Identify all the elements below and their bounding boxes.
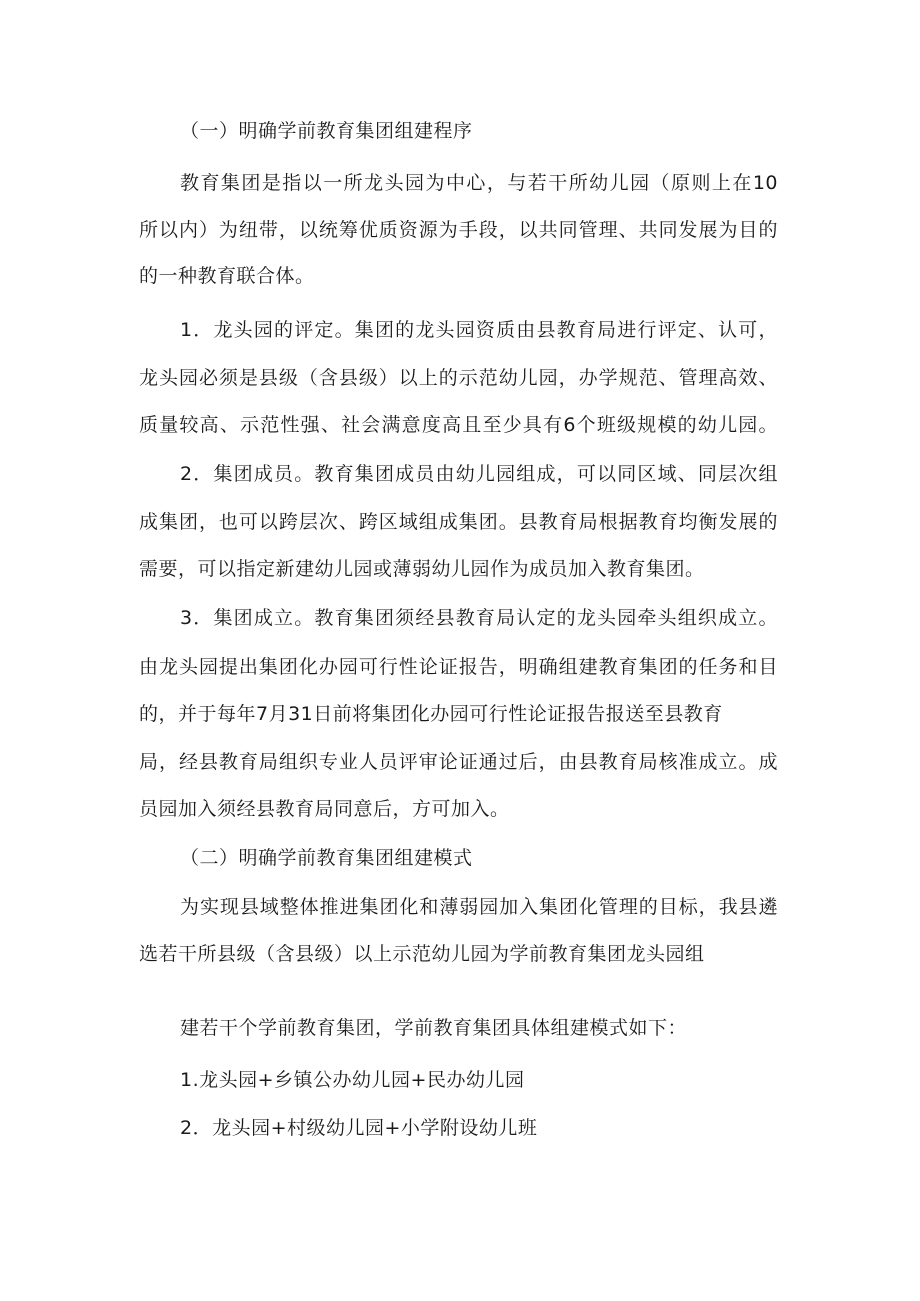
- list-item-line: 3．集团成立。教育集团须经县教育局认定的龙头园牵头组织成立。: [180, 607, 778, 629]
- mode-list-item: 2．龙头园+村级幼儿园+小学附设幼儿班: [180, 1117, 538, 1139]
- paragraph-line: 所以内）为纽带，以统筹优质资源为手段，以共同管理、共同发展为目的: [139, 219, 778, 241]
- paragraph-line: 选若干所县级（含县级）以上示范幼儿园为学前教育集团龙头园组: [139, 943, 705, 965]
- list-item-line: 由龙头园提出集团化办园可行性论证报告，明确组建教育集团的任务和目: [139, 656, 778, 678]
- list-item-line: 龙头园必须是县级（含县级）以上的示范幼儿园，办学规范、管理高效、: [139, 367, 778, 389]
- list-item-line: 成集团，也可以跨层次、跨区域组成集团。县教育局根据教育均衡发展的: [139, 511, 778, 533]
- section-heading: （一）明确学前教育集团组建程序: [180, 120, 473, 142]
- mode-list-item: 1.龙头园+乡镇公办幼儿园+民办幼儿园: [180, 1069, 525, 1091]
- paragraph-line: 的一种教育联合体。: [139, 265, 315, 287]
- paragraph-line: 建若干个学前教育集团，学前教育集团具体组建模式如下：: [180, 1017, 688, 1039]
- list-item-line: 1．龙头园的评定。集团的龙头园资质由县教育局进行评定、认可，: [180, 319, 778, 341]
- list-item-line: 员园加入须经县教育局同意后，方可加入。: [139, 798, 510, 820]
- paragraph-line: 教育集团是指以一所龙头园为中心，与若干所幼儿园（原则上在10: [180, 172, 778, 194]
- paragraph-line: 为实现县域整体推进集团化和薄弱园加入集团化管理的目标，我县遴: [180, 896, 778, 918]
- list-item-line: 局，经县教育局组织专业人员评审论证通过后，由县教育局核准成立。成: [139, 751, 778, 773]
- list-item-line: 质量较高、示范性强、社会满意度高且至少具有6个班级规模的幼儿园。: [139, 414, 778, 436]
- list-item-line: 的，并于每年7月31日前将集团化办园可行性论证报告报送至县教育: [139, 703, 723, 725]
- section-heading: （二）明确学前教育集团组建模式: [180, 847, 473, 869]
- list-item-line: 2．集团成员。教育集团成员由幼儿园组成，可以同区域、同层次组: [180, 463, 778, 485]
- list-item-line: 需要，可以指定新建幼儿园或薄弱幼儿园作为成员加入教育集团。: [139, 558, 705, 580]
